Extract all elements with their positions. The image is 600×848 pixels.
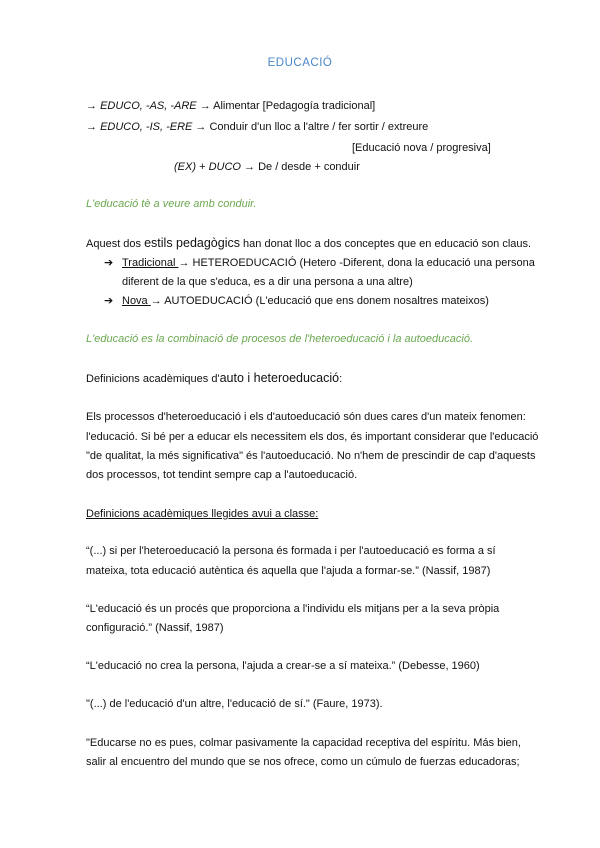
meaning-text: Alimentar [Pedagogía tradicional] [213, 100, 376, 112]
latin-root: DUCO [208, 161, 241, 173]
quote-line: “L'educació no crea la persona, l'ajuda a crear-se a sí mateixa.” (Debesse, 1960) [86, 660, 480, 672]
note-combinacio: L'educació es la combinació de procesos de l'heteroeducació i la autoeducació. [86, 333, 474, 345]
bullet-label: Nova [122, 295, 151, 307]
latin-root: EDUCO, -IS, -ERE [100, 121, 193, 133]
paragraph-line: "de qualitat, la més significativa" és l'autoeducació. No n'hem de prescindir de cap d'aquests [86, 450, 536, 462]
bullet-nova [104, 294, 489, 308]
arrow-icon: → [150, 295, 162, 307]
bullet-label: Tradicional [122, 257, 179, 269]
intro-paragraph [86, 236, 531, 251]
heading-text: Definicions acadèmiques d' [86, 373, 220, 385]
quote-line: mateixa, tota educació autèntica és aquella que l'ajuda a formar-se.” (Nassif, 1987) [86, 565, 491, 577]
bullet-tradicional [104, 256, 535, 270]
etymology-line-4 [174, 160, 360, 174]
heading-highlight: auto i heteroeducació [219, 371, 340, 385]
arrow-icon: → [244, 161, 256, 173]
latin-root: EDUCO, -AS, -ARE [100, 100, 197, 112]
page-title: EDUCACIÓ [267, 57, 333, 69]
intro-text-before: Aquest dos [86, 238, 145, 250]
intro-highlight: estils pedagògics [144, 236, 240, 250]
paragraph-line: l'educació. Si bé per a educar els necessitem els dos, és important considerar que l'educació [86, 431, 539, 443]
note-conduir: L'educació tè a veure amb conduir. [86, 198, 257, 210]
arrow-icon: → [86, 121, 97, 133]
etymology-line-1 [86, 99, 375, 113]
meaning-text: Conduir d'un lloc a l'altre / fer sortir / extreure [209, 121, 429, 133]
heading-definicions [86, 371, 342, 386]
quote-line: “L'educació és un procés que proporciona a l'individu els mitjans per a la seva pròpia [86, 603, 500, 615]
bullet-tradicional-cont: diferent de la que s'educa, es a dir una persona a una altre) [122, 276, 413, 288]
arrow-icon: → [178, 257, 190, 269]
bullet-arrow-icon: ➔ [104, 257, 114, 269]
bullet-arrow-icon: ➔ [104, 295, 114, 307]
etymology-line-3: [Educació nova / progresiva] [352, 142, 491, 154]
arrow-icon: → [86, 100, 97, 112]
quote-line: “(...) si per l'heteroeducació la persona és formada i per l'autoeducació es forma a sí [86, 545, 496, 557]
arrow-icon: → [199, 100, 211, 112]
bullet-text: HETEROEDUCACIÓ (Hetero -Diferent, dona la educació una persona [189, 257, 535, 269]
quote-line: configuració.” (Nassif, 1987) [86, 622, 224, 634]
quote-line: "(...) de l'educació d'un altre, l'educació de sí." (Faure, 1973). [86, 698, 383, 710]
quote-line: salir al encuentro del mundo que se nos ofrece, como un cúmulo de fuerzas educadoras; [86, 756, 520, 768]
paragraph-line: Els processos d'heteroeducació i els d'autoeducació són dues cares d'un mateix fenomen: [86, 411, 526, 423]
plus-sign: + [199, 161, 206, 173]
quote-line: "Educarse no es pues, colmar pasivamente la capacidad receptiva del espíritu. Más bien, [86, 737, 521, 749]
paragraph-line: dos processos, tot tendint sempre cap a l'autoeducació. [86, 469, 358, 481]
heading-end: : [339, 373, 343, 385]
bullet-text: AUTOEDUCACIÓ (L'educació que ens donem nosaltres mateixos) [161, 295, 489, 307]
intro-text-after: han donat lloc a dos conceptes que en educació son claus. [240, 238, 532, 250]
heading-llegides: Definicions acadèmiques llegides avui a classe: [86, 508, 319, 520]
etymology-line-2 [86, 120, 428, 134]
arrow-icon: → [195, 121, 207, 133]
meaning-text: De / desde + conduir [258, 161, 360, 173]
latin-prefix: (EX) [174, 161, 196, 173]
